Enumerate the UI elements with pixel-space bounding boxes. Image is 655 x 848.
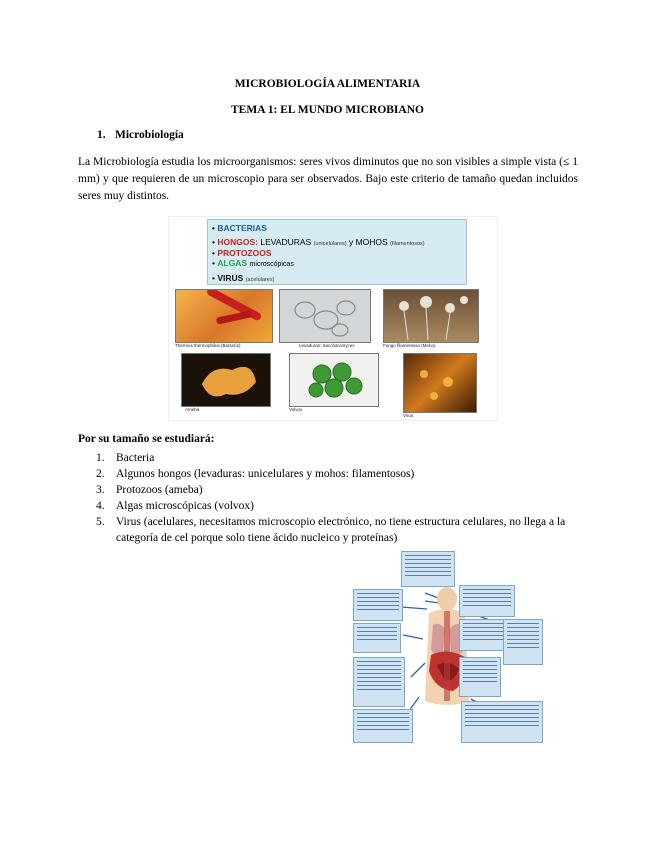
organism-list — [96, 450, 580, 546]
human-body-diagram — [353, 551, 543, 742]
list-item: 5. Virus (acelulares, necesitamos microscopio electrónico, no tiene estructura celulares, no llega a la categoría de cel porque solo tiene ácido nucleico y proteínas) — [96, 516, 566, 544]
caption-virus: Virus — [403, 413, 414, 418]
note-box — [459, 585, 515, 617]
note-box — [503, 619, 543, 665]
legend-virus: • VIRUS (acelulares) — [212, 273, 275, 283]
caption-volvox: Volvox — [289, 407, 303, 412]
note-box — [353, 623, 401, 653]
list-heading: Por su tamaño se estudiará: — [78, 433, 215, 445]
section-number: 1. — [97, 129, 106, 141]
list-item: 4. Algas microscópicas (volvox) — [96, 500, 254, 512]
legend-algas: • ALGAS microscópicas — [212, 258, 294, 268]
intro-paragraph: La Microbiología estudia los microorganismos: seres vivos diminutos que no son visibles a simple vista (≤ 1 mm) y que requieren de un microscopio para ser observados. Bajo este criterio de tamaño quedan incluidos seres muy distintos. — [78, 156, 578, 202]
bacteria-photo — [175, 289, 273, 343]
document-title: MICROBIOLOGÍA ALIMENTARIA — [234, 78, 421, 90]
caption-yeast: Levaduras: Saccharomyces — [299, 343, 355, 348]
section-title: Microbiología — [115, 129, 184, 141]
legend-protozoos: • PROTOZOOS — [212, 248, 272, 258]
volvox-photo — [289, 353, 379, 407]
note-box — [353, 657, 405, 707]
caption-ameba: Ameba — [185, 407, 200, 412]
note-box — [353, 709, 413, 743]
microorganisms-figure — [168, 216, 498, 421]
note-box — [401, 551, 455, 587]
note-box — [459, 657, 501, 697]
list-item: 1. Bacteria — [96, 452, 155, 464]
virus-photo — [403, 353, 477, 413]
document-subtitle: TEMA 1: EL MUNDO MICROBIANO — [231, 104, 424, 116]
legend-hongos: • HONGOS: LEVADURAS (unicelulares) y MOHOS (filamentosos) — [212, 237, 425, 247]
yeast-photo — [279, 289, 371, 343]
note-box — [353, 589, 403, 621]
list-item: 3. Protozoos (ameba) — [96, 484, 203, 496]
list-item: 2. Algunos hongos (levaduras: unicelulares y mohos: filamentosos) — [96, 468, 415, 480]
note-box — [459, 619, 509, 651]
mold-photo — [383, 289, 479, 343]
note-box — [461, 701, 543, 743]
legend-bacterias: • BACTERIAS — [212, 223, 267, 233]
section-heading — [97, 129, 184, 141]
microorganisms-legend-box — [207, 219, 467, 285]
caption-bacteria: Thermus thermophilus (Bacteria) — [175, 343, 241, 348]
caption-mold: Fungo filamentoso (Moho) — [383, 343, 436, 348]
ameba-photo — [181, 353, 271, 407]
